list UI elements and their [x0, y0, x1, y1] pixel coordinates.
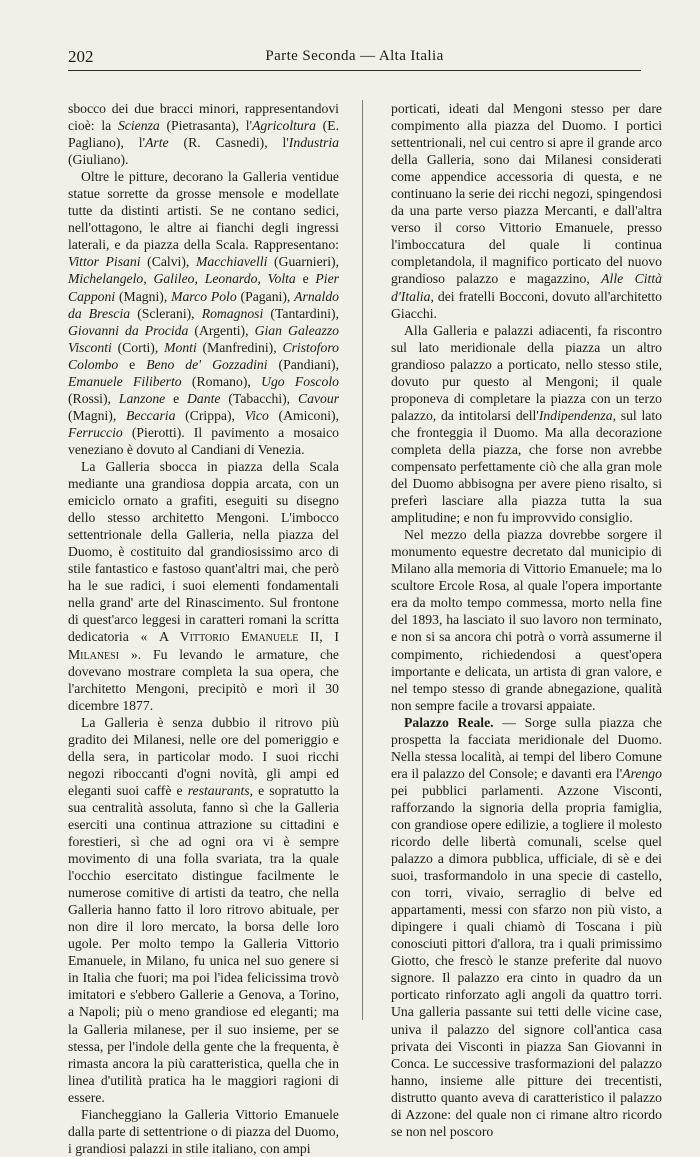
text-run: (Pagani),	[236, 288, 295, 304]
page-header	[68, 44, 641, 71]
text-run: (Manfredini),	[196, 339, 283, 355]
italic-text: Dante	[187, 390, 221, 406]
text-run: (Corti),	[111, 339, 165, 355]
text-run: La Galleria sbocca in piazza della Scala mediante una grandiosa doppia arcata, con un emiciclo ornato a grafiti, eseguiti su disegno dello stesso architetto Mengoni. L'imbocco settentrionale della Galleria, nella piazza del Duomo, è costituito dal grandiosissimo arco di stile fantastico e fastoso quant'altri mai, che però ha le sue radici, i suoi elementi fondamentali nella grand' arte del Rinascimento. Sul frontone di quest'arco leggesi in caratteri romani la scritta dedicatoria «	[68, 458, 339, 645]
italic-text: Beccaria	[126, 407, 176, 423]
italic-text: Marco Polo	[171, 288, 237, 304]
paragraph	[68, 168, 339, 458]
text-run: (Pandiani),	[267, 356, 339, 372]
text-run: (Calvi),	[140, 254, 196, 270]
text-run: e	[118, 356, 147, 372]
italic-text: Beno de' Gozzadini	[146, 356, 268, 372]
italic-text: Macchiavelli	[195, 254, 268, 270]
italic-text: Gian Galeazzo Visconti	[68, 322, 340, 355]
text-run: (Pierotti). Il pavimento a mosaico veneziano è dovuto al Candiani di Venezia.	[68, 424, 339, 457]
italic-text: Emanuele Filiberto	[68, 373, 182, 389]
italic-text: Arengo	[622, 765, 662, 781]
text-run: (Amiconi),	[268, 407, 339, 423]
text-run: Alla Galleria e palazzi adiacenti, fa riscontro sul lato meridionale della piazza un altro grandioso palazzo a porticato, nello stesso stile, dovuto pur questo al Mengoni; il quale proponeva di completare la piazza con un terzo palazzo, da intitolarsi dell'	[391, 322, 662, 423]
italic-text: Vico	[244, 407, 269, 423]
paragraph	[391, 526, 662, 714]
italic-text: Cavour	[297, 390, 340, 406]
text-run: La Galleria è senza dubbio il ritrovo più gradito dei Milanesi, nelle ore del pomeriggio e della sera, in particolar modo. I suoi ricchi negozi riboccanti d'ogni novità, gli ampi ed eleganti suoi caffè e	[68, 714, 339, 798]
column-divider	[362, 100, 363, 1020]
text-run: pei pubblici parlamenti. Azzone Visconti, rafforzando la signoria della propria famiglia, con grandiose opere edilizie, a togliere il molesto ricordo delle libertà comunali, scelse quel palazzo a dimora pubblica, ufficiale, di sè e dei suoi, trasformandolo in una specie di castello, con torri, vivaio, serraglio di belve ed appartamenti, messi con sfarzo non più visto, a dipingere i quali chiamò di Toscana i più conosciuti pittori d'allora, tra i quali primissimo Giotto, che frescò le stanze preferite dal nuovo signore. Il palazzo era cinto in quadro da un porticato rinforzato agli angoli da quattro torri. Una galleria passante sui tetti delle vicine case, univa il palazzo del signore coll'antica casa privata dei Visconti in piazza San Giovanni in Conca. Le successive trasformazioni del palazzo hanno, insieme alle pitture dei trecentisti, distrutto quanto aveva di caratteristico il palazzo di Azzone: del quale non ci rimane altro ricordo se non nel poscoro	[391, 782, 662, 1139]
text-run: Oltre le pitture, decorano la Galleria ventidue statue sorrette da grosse mensole e modellate tutte da distinti artisti. Se ne contano sedici, nell'ottagono, le altre ai fianchi degli ingressi laterali, e da piazza della Scala. Rappresentano:	[68, 169, 339, 253]
italic-text: Romagnosi	[201, 305, 264, 321]
paragraph	[68, 1106, 339, 1157]
text-run: (Romano),	[181, 373, 262, 389]
italic-text: Indipendenza	[538, 407, 613, 423]
text-run: (Tabacchi),	[220, 390, 298, 406]
text-run: porticati, ideati dal Mengoni stesso per dare compimento alla piazza del Duomo. I portici settentrionali, nel cui centro si apre il grande arco della Galleria, sono dai Milanesi considerati come appendice accessoria di questa, e ne continuano la serie dei ricchi negozi, spingendosi da una parte verso piazza Mercanti, e dall'altra verso il corso Vittorio Emanuele, presso l'imboccatura del quale li continua completandola, il magnifico porticato del nuovo grandioso palazzo e magazzino,	[391, 101, 662, 287]
text-run: sbocco dei due bracci minori, rappresentandovi cioè: la	[68, 101, 339, 134]
text-run: (Argenti),	[188, 322, 255, 338]
text-run: e	[165, 390, 188, 406]
text-run: (E. Pagliano), l'	[68, 118, 340, 151]
text-run: (Magni),	[115, 288, 172, 304]
page-number: 202	[68, 47, 94, 66]
italic-text: Agricoltura	[252, 118, 316, 134]
section-heading: Palazzo Reale.	[404, 714, 494, 730]
text-run: ». Fu levando le armature, che dovevano mostrare completa la sua opera, che l'architetto Mengoni, precipitò e morì il 30 dicembre 1877.	[68, 646, 339, 713]
italic-text: Arnaldo da Brescia	[68, 288, 340, 321]
text-run: (R. Casnedi), l'	[168, 135, 289, 151]
italic-text: Scienza	[117, 118, 160, 134]
italic-text: Industria	[288, 135, 339, 151]
paragraph	[68, 458, 339, 714]
text-run: (Pietrasanta), l'	[159, 118, 253, 134]
italic-text: Ugo Foscolo	[261, 373, 339, 389]
text-run: Nel mezzo della piazza dovrebbe sorgere il monumento equestre decretato dal municipio di Milano alla memoria di Vittorio Emanuele; ma lo scultore Ercole Rosa, al quale l'opera importante era da molto tempo commessa, morto nella fine del 1893, ha lasciato il suo lavoro non terminato, e non si sa ancora chi potrà o vorrà assumerne il compimento, richiedendosi a quest'opera importante e delicata, un artista di gran valore, e nel tempo stesso di grande abnegazione, qualità non sempre facile a trovarsi appaiate.	[391, 527, 662, 713]
italic-text: Ferruccio	[68, 424, 123, 440]
text-run: (Crippa),	[175, 407, 245, 423]
inscription-text: A Vittorio Emanuele II, I Milanesi	[68, 629, 339, 662]
italic-text: restaurants	[187, 782, 250, 798]
text-run: (Tantardini),	[263, 305, 340, 321]
italic-text: Giovanni da Procida	[68, 322, 189, 338]
paragraph	[68, 100, 339, 168]
italic-text: Vittor Pisani	[68, 254, 141, 270]
paragraph	[391, 100, 662, 322]
italic-text: Pier Capponi	[68, 271, 339, 304]
running-title: Parte Seconda — Alta Italia	[265, 48, 444, 64]
paragraph	[391, 714, 662, 1140]
italic-text: Monti	[164, 339, 197, 355]
left-column	[68, 100, 339, 1157]
right-column	[391, 100, 662, 1140]
paragraph	[68, 714, 339, 1106]
text-run: — Sorge sulla piazza che prospetta la facciata meridionale del Duomo. Nella stessa località, ai tempi del libero Comune era il palazzo del Console; e davanti era l'	[391, 714, 663, 781]
text-run: (Sclerani),	[130, 305, 202, 321]
italic-text: Lanzone	[118, 390, 166, 406]
italic-text: Alle Città d'Italia	[391, 271, 662, 304]
text-run: e	[295, 271, 316, 287]
text-run: , sul lato che fronteggia il Duomo. Ma alla decorazione completa della piazza, che forse non avrebbe compensato perfettamente ciò che alla gran mole del Duomo abbisogna per avere pieno risalto, si preferì lasciare alla piazza tutta la sua amplitudine; e non fu improvvido consiglio.	[391, 407, 662, 526]
text-run: (Magni),	[68, 407, 127, 423]
text-run: (Rossi),	[68, 390, 119, 406]
text-run: (Giuliano).	[68, 152, 129, 168]
italic-text: Arte	[145, 135, 169, 151]
text-run: (Guarnieri),	[267, 254, 340, 270]
text-run: , dei fratelli Bocconi, dovuto all'architetto Giacchi.	[391, 288, 662, 321]
italic-text: Michelangelo, Galileo, Leonardo, Volta	[68, 271, 296, 287]
text-run: , e sopratutto la sua centralità assoluta, fanno sì che la Galleria eserciti una continua attrazione su cittadini e forestieri, sì che ad ogni ora vi è sempre movimento di una folla svariata, tra la quale l'occhio esercitato distingue facilmente le numerose comitive di artisti da teatro, che nella Galleria hanno fatto il loro ritrovo abituale, per non dire il loro mercato, la borsa delle loro ugole. Per molto tempo la Galleria Vittorio Emanuele, in Milano, fu unica nel suo genere si in Italia che fuori; ma poi l'idea felicissima trovò imitatori e s'ebbero Gallerie a Genova, a Torino, a Napoli; più o meno grandiose ed eleganti; ma la Galleria milanese, per il suo insieme, per se stessa, per l'indole della gente che la frequenta, è rimasta ancora la più caratteristica, quella che in linea d'utilità pratica ha le maggiori ragioni di essere.	[68, 782, 339, 1105]
text-run: Fiancheggiano la Galleria Vittorio Emanuele dalla parte di settentrione o di piazza del Duomo, i grandiosi palazzi in stile italiano, con ampi	[68, 1106, 339, 1156]
italic-text: Cristoforo Colombo	[68, 339, 339, 372]
paragraph	[391, 322, 662, 527]
